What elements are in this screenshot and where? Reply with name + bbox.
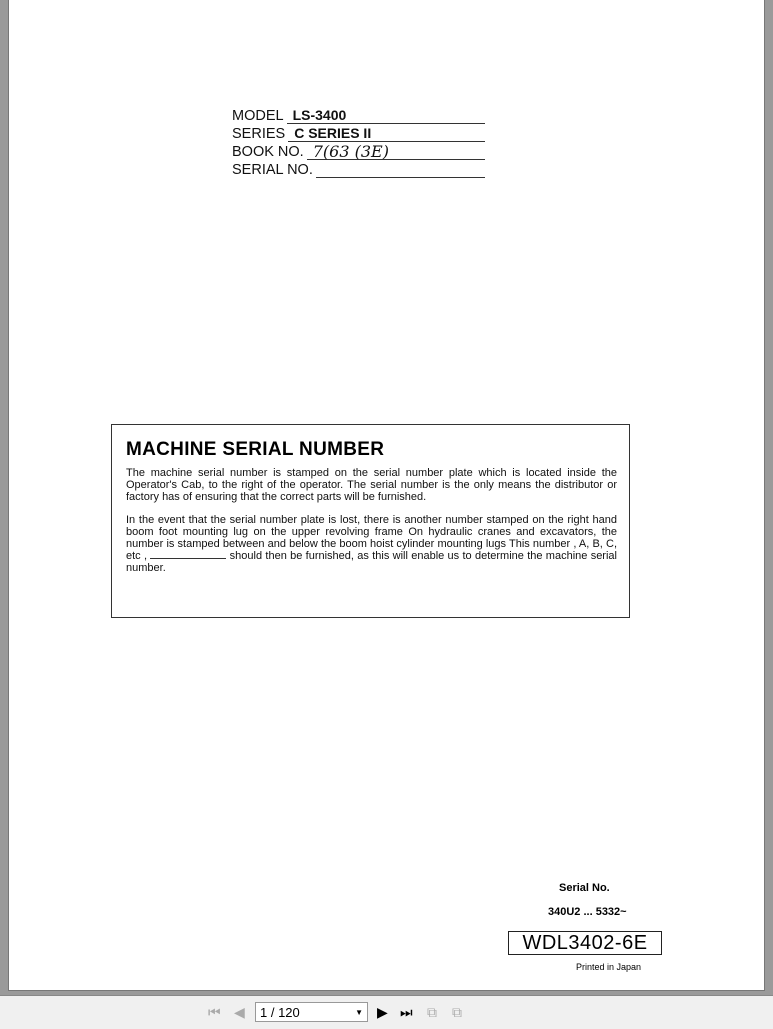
model-field [232,106,485,124]
first-page-icon[interactable]: ⏮ [208,1004,221,1020]
last-page-icon[interactable]: ⏭ [400,1004,413,1020]
chevron-down-icon: ▼ [355,1008,363,1017]
next-page-icon[interactable]: ▶ [377,1004,388,1020]
page-selector[interactable] [255,1002,368,1022]
printed-in: Printed in Japan [576,962,642,972]
serial-no-label: SERIAL NO. [232,162,313,178]
two-page-view-icon[interactable]: ⧉ [452,1004,462,1020]
book-no-label: BOOK NO. [232,144,304,160]
book-no-field [232,142,485,160]
single-page-view-icon[interactable]: ⧉ [427,1004,437,1020]
serial-no-value [316,177,485,178]
blank-line [150,558,226,559]
prev-page-icon[interactable]: ◀ [234,1004,245,1020]
model-value: LS-3400 [287,108,485,124]
book-no-value: 7(63 (3E) [307,144,485,160]
series-value: C SERIES II [288,126,485,142]
serial-range: 340U2 ... 5332~ [548,906,627,918]
box-paragraph-1: The machine serial number is stamped on the serial number plate which is located inside the Operator's Cab, to the right of the operator. The serial number is the only means the distributor or factory has of ensuring that the correct parts will be furnished. [126,467,617,504]
box-paragraph-2 [126,514,617,575]
series-label: SERIES [232,126,286,142]
model-label: MODEL [232,108,284,124]
para2-end: should then be furnished, as this will enable us to determine the machine serial number. [126,550,617,575]
pdf-page [8,0,765,991]
pdf-toolbar [0,995,773,1029]
document-code: WDL3402-6E [508,931,662,955]
series-field [232,124,485,142]
para2-start: In the event that the serial number plate is lost, there is another number stamped on the right hand boom foot mounting lug on the upper revolving frame On hydraulic cranes and excavators, the number is stamped between and below the boom hoist cylinder mounting lugs This number , A, B, C, etc , [126,513,617,563]
machine-serial-box [111,424,630,618]
serial-no-field [232,160,485,178]
box-title: MACHINE SERIAL NUMBER [126,439,385,460]
serial-label: Serial No. [559,882,610,894]
page-indicator: 1 / 120 [260,1005,300,1020]
